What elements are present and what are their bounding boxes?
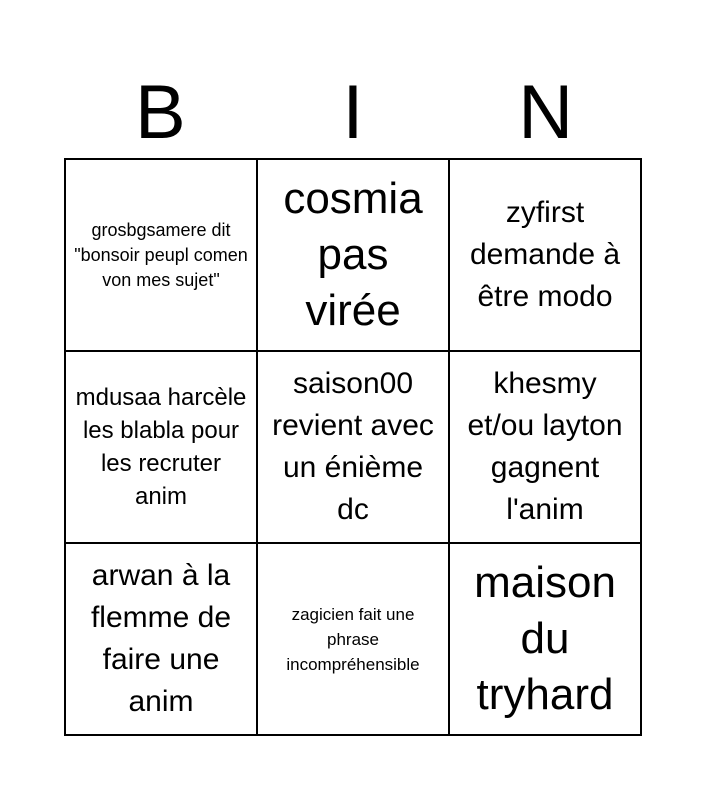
square-text: mdusaa harcèle les blabla pour les recruter anim: [75, 384, 247, 510]
square-text: cosmia pas virée: [283, 174, 423, 335]
title-letter-b: B: [134, 70, 186, 155]
bingo-square[interactable]: [450, 160, 642, 352]
bingo-grid: [64, 158, 642, 736]
title-letter-i: I: [342, 70, 364, 155]
square-text: saison00 revient avec un énième dc: [272, 367, 434, 526]
bingo-square[interactable]: [66, 352, 258, 544]
bingo-square[interactable]: [66, 544, 258, 736]
square-text: maison du tryhard: [474, 558, 616, 719]
square-text: zagicien fait une phrase incompréhensible: [286, 604, 420, 674]
bingo-square[interactable]: [258, 352, 450, 544]
square-text: grosbgsamere dit "bonsoir peupl comen von mes sujet": [74, 219, 248, 290]
square-text: arwan à la flemme de faire une anim: [90, 559, 232, 718]
bingo-square[interactable]: [450, 544, 642, 736]
bingo-square[interactable]: [66, 160, 258, 352]
bingo-square[interactable]: [450, 352, 642, 544]
bingo-square[interactable]: [258, 160, 450, 352]
bingo-square[interactable]: [258, 544, 450, 736]
bingo-title: [64, 68, 642, 158]
title-letter-n: N: [518, 70, 574, 155]
square-text: zyfirst demande à être modo: [469, 196, 621, 313]
square-text: khesmy et/ou layton gagnent l'anim: [467, 367, 623, 526]
